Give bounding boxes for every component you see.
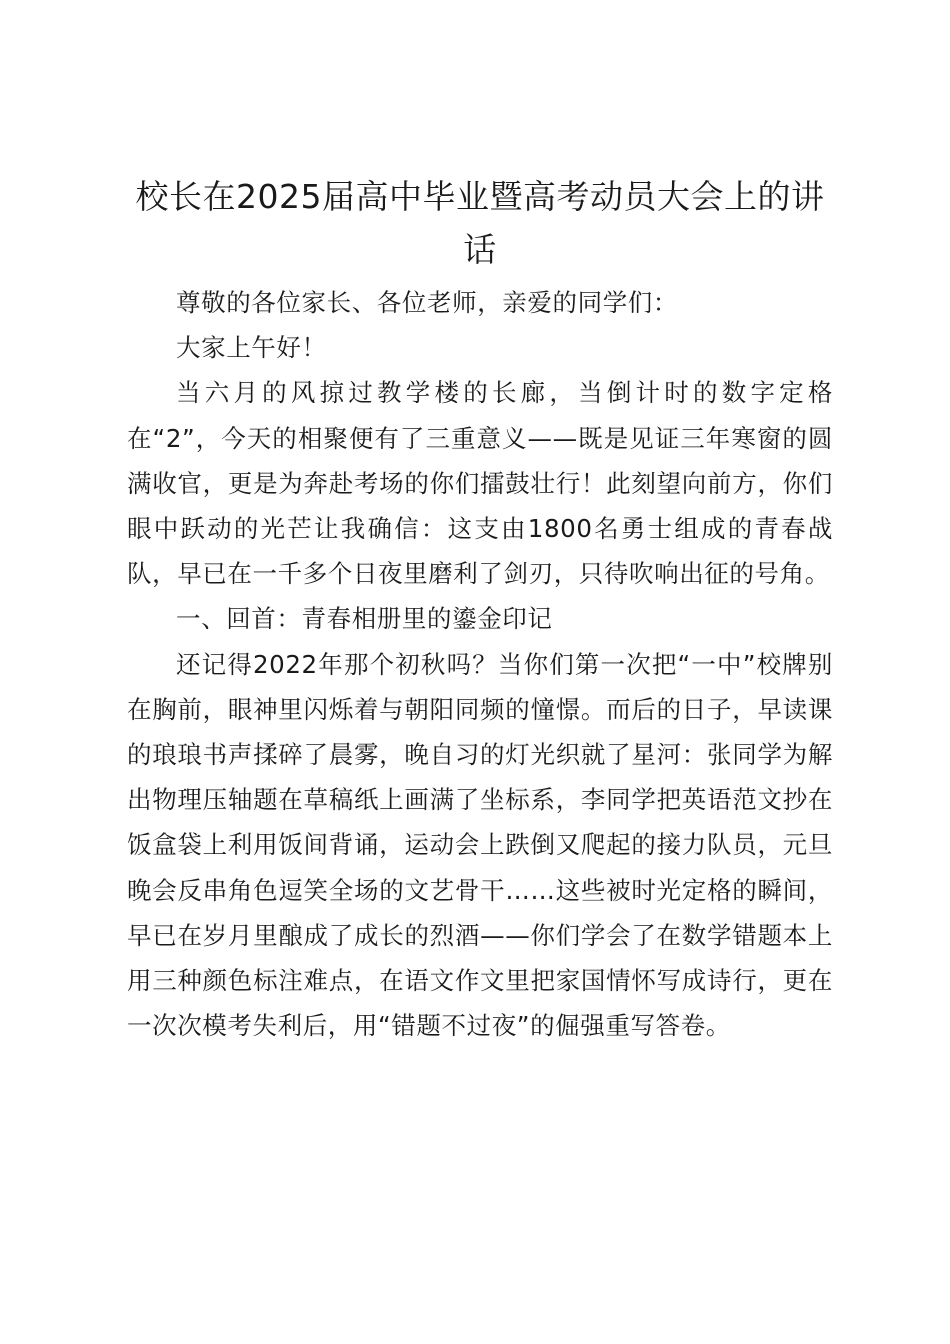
section-1-paragraph: 还记得2022年那个初秋吗？当你们第一次把“一中”校牌别在胸前，眼神里闪烁着与朝阳同频的憧憬。而后的日子，早读课的琅琅书声揉碎了晨雾，晚自习的灯光织就了星河：张同学为解出物理压轴题在草稿纸上画满了坐标系，李同学把英语范文抄在饭盒袋上利用饭间背诵，运动会上跌倒又爬起的接力队员，元旦晚会反串角色逗笑全场的文艺骨干……这些被时光定格的瞬间，早已在岁月里酿成了成长的烈酒——你们学会了在数学错题本上用三种颜色标注难点，在语文作文里把家国情怀写成诗行，更在一次次模考失利后，用“错题不过夜”的倔强重写答卷。 <box>127 649 833 1041</box>
salutation-paragraph: 尊敬的各位家长、各位老师，亲爱的同学们： <box>176 288 678 317</box>
document-body <box>127 170 833 1048</box>
document-title: 校长在2025届高中毕业暨高考动员大会上的讲话 <box>135 177 825 269</box>
section-heading-1: 一、回首：青春相册里的鎏金印记 <box>176 604 553 634</box>
greeting-paragraph: 大家上午好！ <box>176 333 327 363</box>
intro-paragraph: 当六月的风掠过教学楼的长廊，当倒计时的数字定格在“2”，今天的相聚便有了三重意义——既是见证三年寒窗的圆满收官，更是为奔赴考场的你们擂鼓壮行！此刻望向前方，你们眼中跃动的光芒让我确信：这支由1800名勇士组成的青春战队，早已在一千多个日夜里磨利了剑刃，只待吹响出征的号角。 <box>127 378 833 589</box>
